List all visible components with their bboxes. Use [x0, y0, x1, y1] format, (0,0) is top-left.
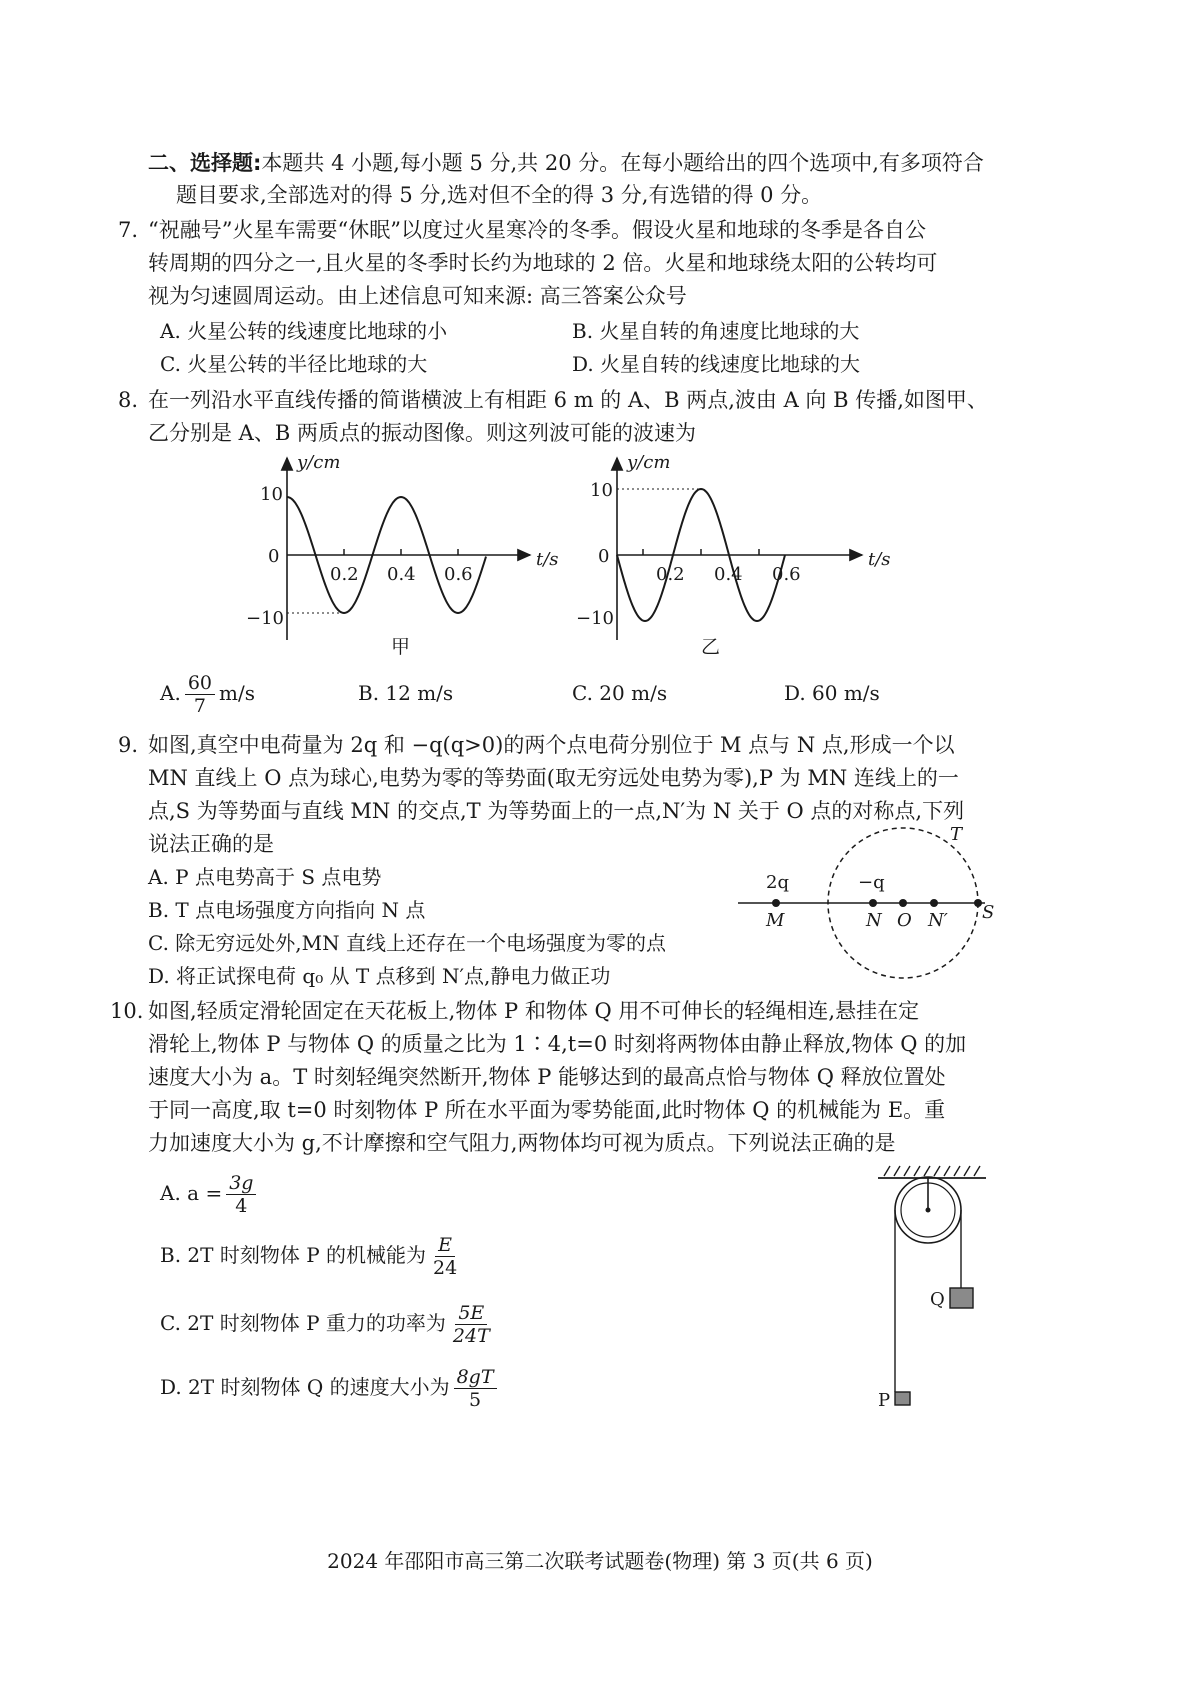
q9-option-d: D. 将正试探电荷 q₀ 从 T 点移到 N′点,静电力做正功	[148, 964, 611, 988]
q10-line-4: 于同一高度,取 t=0 时刻物体 P 所在水平面为零势能面,此时物体 Q 的机械能为 E。重	[148, 1098, 946, 1122]
q9-line-3: 点,S 为等势面与直线 MN 的交点,T 为等势面上的一点,N′为 N 关于 O 点的对称点,下列	[148, 799, 965, 823]
q10-d-numerator: 8gT	[454, 1366, 497, 1389]
q7-option-d: D. 火星自转的线速度比地球的大	[572, 352, 861, 376]
q9-figure	[730, 820, 1010, 1000]
jia-xtick-04: 0.4	[387, 564, 416, 585]
section-header	[148, 148, 984, 178]
label-s: S	[982, 902, 995, 923]
jia-xtick-06: 0.6	[444, 564, 473, 585]
yi-y-label: y/cm	[627, 452, 671, 473]
q8-a-numerator: 60	[185, 672, 215, 695]
block-p	[895, 1392, 910, 1405]
label-t: T	[950, 824, 963, 845]
graph-yi	[560, 450, 900, 670]
label-q: Q	[930, 1289, 945, 1310]
q7-option-b: B. 火星自转的角速度比地球的大	[572, 319, 860, 343]
label-m: M	[766, 910, 785, 931]
label-n-prime: N′	[928, 910, 948, 931]
q10-b-denominator: 24	[433, 1257, 458, 1279]
label-n: N	[866, 910, 882, 931]
q7-line-1: “祝融号”火星车需要“休眠”以度过火星寒冷的冬季。假设火星和地球的冬季是各自公	[148, 218, 926, 242]
jia-ytick-10: 10	[260, 484, 283, 505]
q10-d-denominator: 5	[469, 1389, 482, 1411]
yi-ytick-m10: −10	[576, 608, 614, 629]
yi-ytick-10: 10	[590, 480, 613, 501]
q9-option-a: A. P 点电势高于 S 点电势	[148, 865, 382, 889]
yi-caption: 乙	[701, 636, 721, 658]
point-n-prime	[930, 899, 938, 907]
q10-line-5: 力加速度大小为 g,不计摩擦和空气阻力,两物体均可视为质点。下列说法正确的是	[148, 1131, 896, 1155]
q7-option-c: C. 火星公转的半径比地球的大	[160, 352, 428, 376]
yi-xtick-04: 0.4	[714, 564, 743, 585]
q9-option-c: C. 除无穷远处外,MN 直线上还存在一个电场强度为零的点	[148, 931, 666, 955]
jia-x-label: t/s	[536, 549, 559, 570]
q10-option-d: D. 2T 时刻物体 Q 的速度大小为 $\frac{8gT}{5}$	[160, 1362, 501, 1412]
yi-xtick-06: 0.6	[772, 564, 801, 585]
q9-line-2: MN 直线上 O 点为球心,电势为零的等势面(取无穷远处电势为零),P 为 MN 连线上的一	[148, 766, 959, 790]
label-p: P	[878, 1390, 891, 1411]
graph-jia	[230, 450, 560, 670]
q9-option-b: B. T 点电场强度方向指向 N 点	[148, 898, 426, 922]
q9-line-1: 如图,真空中电荷量为 2q 和 −q(q>0)的两个点电荷分别位于 M 点与 N 点,形成一个以	[148, 733, 955, 757]
q10-b-numerator: E	[435, 1234, 455, 1257]
q10-option-c: C. 2T 时刻物体 P 重力的功率为 $\frac{5E}{24T}$	[160, 1298, 497, 1348]
q10-a-numerator: 3g	[226, 1172, 256, 1195]
label-minus-q: −q	[858, 872, 885, 893]
label-o: O	[897, 910, 912, 931]
label-2q: 2q	[766, 872, 789, 893]
jia-y-label: y/cm	[297, 452, 341, 473]
q10-c-denominator: 24T	[452, 1325, 490, 1347]
q7-line-2: 转周期的四分之一,且火星的冬季时长约为地球的 2 倍。火星和地球绕太阳的公转均可	[148, 251, 938, 275]
yi-ytick-0: 0	[598, 546, 610, 567]
q10-option-a: A. a = $\frac{3g}{4}$	[160, 1168, 260, 1218]
q10-line-2: 滑轮上,物体 P 与物体 Q 的质量之比为 1∶4,t=0 时刻将两物体由静止释放,物体 Q 的加	[148, 1032, 967, 1056]
q10-option-b: B. 2T 时刻物体 P 的机械能为 $\frac{E}{24}$	[160, 1230, 464, 1280]
point-n	[869, 899, 877, 907]
block-q	[950, 1288, 973, 1308]
section-intro-2: 题目要求,全部选对的得 5 分,选对但不全的得 3 分,有选错的得 0 分。	[176, 183, 823, 207]
ceiling-hatch	[884, 1166, 980, 1176]
q7-option-a: A. 火星公转的线速度比地球的小	[160, 319, 448, 343]
point-s	[974, 899, 982, 907]
q10-c-numerator: 5E	[455, 1302, 487, 1325]
q8-number: 8.	[118, 388, 139, 412]
yi-x-label: t/s	[868, 549, 891, 570]
jia-ytick-m10: −10	[246, 608, 284, 629]
q10-line-3: 速度大小为 a。T 时刻轻绳突然断开,物体 P 能够达到的最高点恰与物体 Q 释放位置处	[148, 1065, 946, 1089]
q8-option-c: C. 20 m/s	[572, 681, 668, 705]
pulley-axle	[926, 1208, 931, 1213]
q9-number: 9.	[118, 733, 139, 757]
yi-xtick-02: 0.2	[656, 564, 685, 585]
q7-line-3: 视为匀速圆周运动。由上述信息可知来源: 高三答案公众号	[148, 284, 687, 308]
jia-xtick-02: 0.2	[330, 564, 359, 585]
q9-line-4: 说法正确的是	[148, 832, 274, 856]
q10-number: 10.	[110, 999, 144, 1023]
q7-number: 7.	[118, 218, 139, 242]
q8-option-d: D. 60 m/s	[784, 681, 880, 705]
q10-line-1: 如图,轻质定滑轮固定在天花板上,物体 P 和物体 Q 用不可伸长的轻绳相连,悬挂在定	[148, 999, 920, 1023]
pulley-figure	[868, 1160, 998, 1420]
section-title: 二、选择题:	[148, 151, 262, 175]
q8-line-1: 在一列沿水平直线传播的简谐横波上有相距 6 m 的 A、B 两点,波由 A 向 B 传播,如图甲、	[148, 388, 988, 412]
point-o	[899, 899, 907, 907]
page-footer: 2024 年邵阳市高三第二次联考试题卷(物理) 第 3 页(共 6 页)	[327, 1549, 873, 1573]
q8-option-a: A. $\frac{60}{7}$ m/s	[160, 672, 255, 717]
section-intro-1: 本题共 4 小题,每小题 5 分,共 20 分。在每小题给出的四个选项中,有多项符合	[261, 151, 984, 175]
q10-a-denominator: 4	[235, 1195, 248, 1217]
jia-caption: 甲	[391, 636, 411, 658]
q8-line-2: 乙分别是 A、B 两质点的振动图像。则这列波可能的波速为	[148, 421, 696, 445]
jia-ytick-0: 0	[268, 546, 280, 567]
q8-a-denominator: 7	[193, 695, 206, 717]
point-m	[772, 899, 780, 907]
q8-option-b: B. 12 m/s	[358, 681, 454, 705]
